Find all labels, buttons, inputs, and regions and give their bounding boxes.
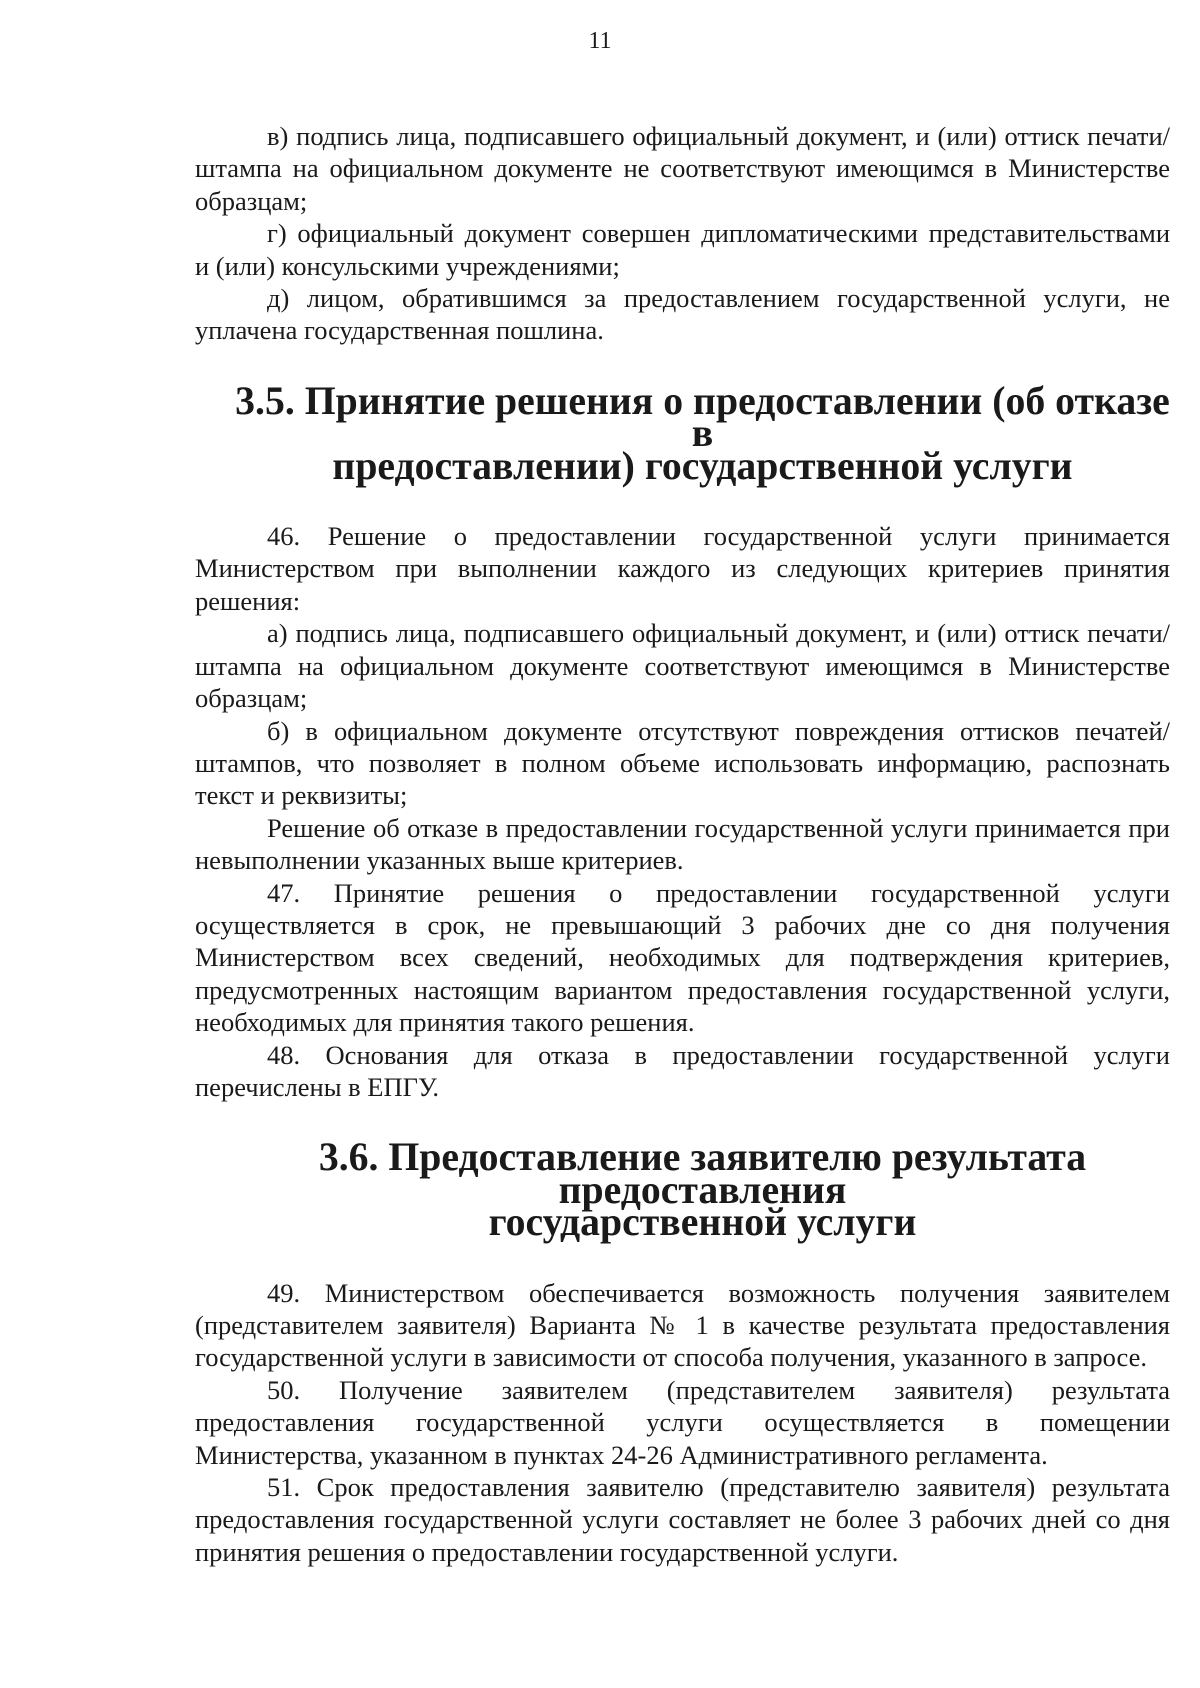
heading-line: 3.6. Предоставление заявителю результата предоставления [318, 1135, 1087, 1212]
paragraph-50: 50. Получение заявителем (представителем заявителя) результата предоставления государственной услуги осуществляется в помещении Министерства, указанном в пунктах 24-26 Административного регламента. [195, 1374, 1170, 1470]
heading-line: государственной услуги [488, 1200, 917, 1245]
paragraph-51: 51. Срок предоставления заявителю (представителю заявителя) результата предоставления государственной услуги составляет не более 3 рабочих дней со дня принятия решения о предоставлении государственной услуги. [195, 1472, 1170, 1567]
paragraph-48: 48. Основания для отказа в предоставлении государственной услуги перечислены в ЕПГУ. [195, 1039, 1170, 1102]
paragraph-v: в) подпись лица, подписавшего официальный документ, и (или) оттиск печати/штампа на официальном документе не соответствуют имеющимся в Министерстве образцам; [195, 121, 1170, 216]
paragraph-g: г) официальный документ совершен дипломатическими представительствами и (или) консульскими учреждениями; [195, 218, 1170, 281]
heading-line: 3.5. Принятие решения о предоставлении (об отказе в [235, 378, 1170, 456]
paragraph-d: д) лицом, обратившимся за предоставлением государственной услуги, не уплачена государственная пошлина. [195, 283, 1170, 346]
paragraph-47: 47. Принятие решения о предоставлении государственной услуги осуществляется в срок, не превышающий 3 рабочих дне со дня получения Министерством всех сведений, необходимых для подтверждения критериев, предусмотренных настоящим вариантом предоставления государственной услуги, необходимых для принятия такого решения. [195, 877, 1170, 1038]
paragraph-refusal: Решение об отказе в предоставлении государственной услуги принимается при невыполнении указанных выше критериев. [195, 812, 1170, 876]
paragraph-49: 49. Министерством обеспечивается возможность получения заявителем (представителем заявителя) Варианта № 1 в качестве результата предоставления государственной услуги в зависимости от способа получения, указанного в запросе. [195, 1277, 1170, 1373]
section-heading-3-5 [195, 378, 1170, 488]
heading-line: предоставлении) государственной услуги [332, 443, 1073, 488]
paragraph-a: а) подпись лица, подписавшего официальный документ, и (или) оттиск печати/штампа на официальном документе соответствуют имеющимся в Министерстве образцам; [195, 618, 1170, 714]
paragraph-46: 46. Решение о предоставлении государственной услуги принимается Министерством при выполнении каждого из следующих критериев принятия решения: [195, 521, 1170, 616]
page-number: 11 [588, 28, 612, 54]
section-heading-3-6 [195, 1135, 1170, 1245]
paragraph-b: б) в официальном документе отсутствуют повреждения оттисков печатей/штампов, что позволяет в полном объеме использовать информацию, распознать текст и реквизиты; [195, 715, 1170, 811]
document-body [195, 120, 1170, 1568]
